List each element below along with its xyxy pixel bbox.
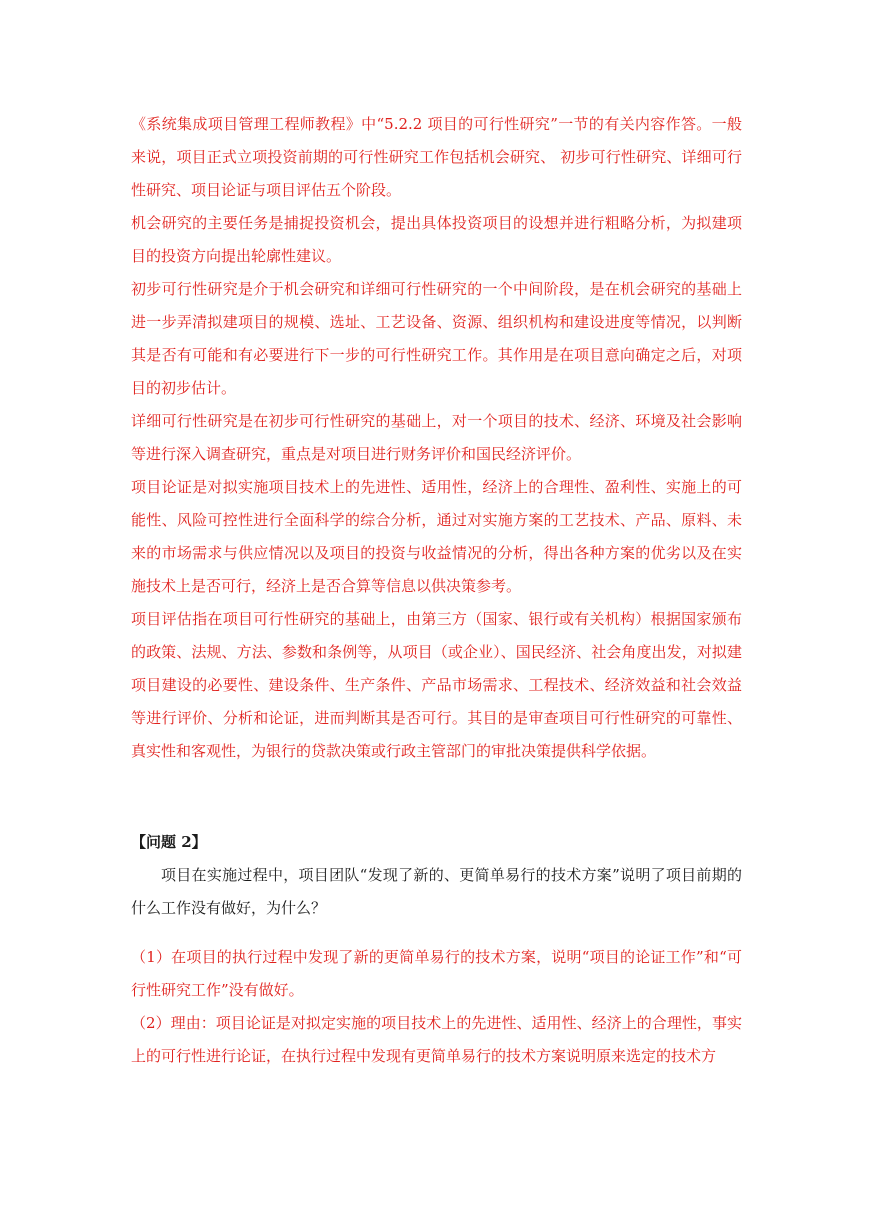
answer-paragraph-opportunity-study: 机会研究的主要任务是捕捉投资机会，提出具体投资项目的设想并进行粗略分析，为拟建项目的投资方向提出轮廓性建议。 xyxy=(131,214,742,265)
answer-paragraph-project-evaluation: 项目评估指在项目可行性研究的基础上，由第三方（国家、银行或有关机构）根据国家颁布的政策、法规、方法、参数和条例等，从项目（或企业）、国民经济、社会角度出发，对拟建项目建设的必要性、建设条件、生产条件、产品市场需求、工程技术、经济效益和社会效益等进行评价、分析和论证，进而判断其是否可行。其目的是审查项目可行性研究的可靠性、真实性和客观性，为银行的贷款决策或行政主管部门的审批决策提供科学依据。 xyxy=(131,610,742,760)
answer-paragraph-preliminary-study: 初步可行性研究是介于机会研究和详细可行性研究的一个中间阶段，是在机会研究的基础上进一步弄清拟建项目的规模、选址、工艺设备、资源、组织机构和建设进度等情况，以判断其是否有可能和有必要进行下一步的可行性研究工作。其作用是在项目意向确定之后，对项目的初步估计。 xyxy=(131,280,742,397)
question-heading: 【问题 2】 xyxy=(131,833,207,851)
answer2-point-2: （2）理由：项目论证是对拟定实施的项目技术上的先进性、适用性、经济上的合理性，事实上的可行性进行论证，在执行过程中发现有更简单易行的技术方案说明原来选定的技术方 xyxy=(131,1014,742,1065)
answer-paragraph-intro: 《系统集成项目管理工程师教程》中“5.2.2 项目的可行性研究”一节的有关内容作答。一般来说，项目正式立项投资前期的可行性研究工作包括机会研究、 初步可行性研究、详细可行性研究、项目论证与项目评估五个阶段。 xyxy=(131,115,742,199)
answer-paragraph-project-demonstration: 项目论证是对拟实施项目技术上的先进性、适用性，经济上的合理性、盈利性、实施上的可能性、风险可控性进行全面科学的综合分析，通过对实施方案的工艺技术、产品、原料、未来的市场需求与供应情况以及项目的投资与收益情况的分析，得出各种方案的优劣以及在实施技术上是否可行，经济上是否合算等信息以供决策参考。 xyxy=(131,478,742,595)
answer-paragraph-detailed-study: 详细可行性研究是在初步可行性研究的基础上，对一个项目的技术、经济、环境及社会影响等进行深入调查研究，重点是对项目进行财务评价和国民经济评价。 xyxy=(131,412,742,463)
question-text: 项目在实施过程中，项目团队“发现了新的、更简单易行的技术方案”说明了项目前期的什么工作没有做好，为什么？ xyxy=(131,866,742,917)
answer2-point-1: （1）在项目的执行过程中发现了新的更简单易行的技术方案，说明“项目的论证工作”和“可行性研究工作”没有做好。 xyxy=(131,948,742,999)
document-content xyxy=(131,108,742,1073)
